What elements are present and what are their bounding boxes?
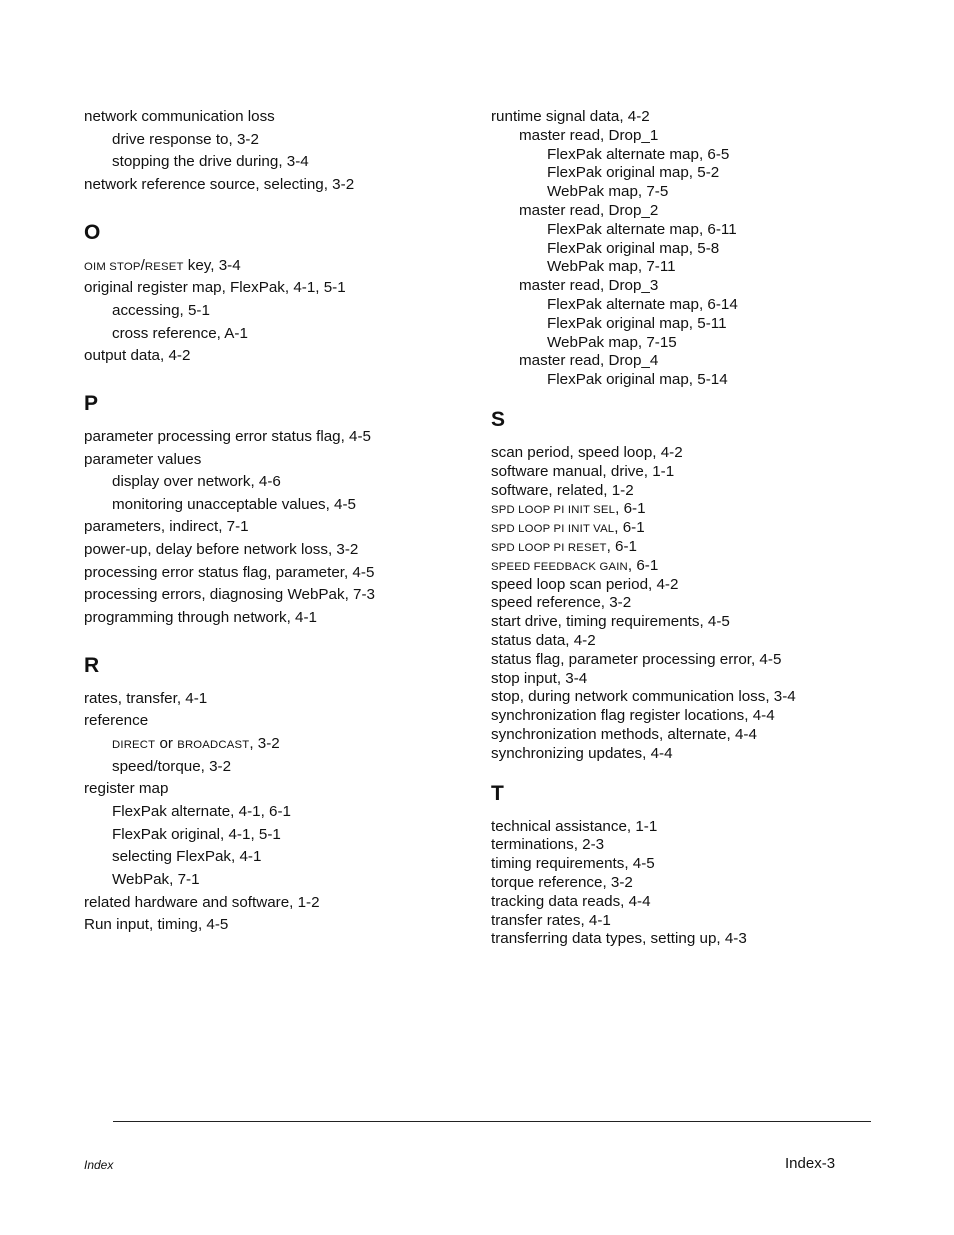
index-entry: parameter values [84, 450, 202, 468]
index-subentry: FlexPak original map, 5-11 [547, 314, 727, 332]
index-entry: runtime signal data, 4-2 [491, 108, 650, 125]
entry-text: , 6-1 [614, 519, 645, 537]
index-entry: software manual, drive, 1-1 [491, 462, 675, 480]
index-entry: processing errors, diagnosing WebPak, 7-3 [84, 586, 375, 604]
index-entry: programming through network, 4-1 [84, 609, 317, 627]
index-entry: scan period, speed loop, 4-2 [491, 444, 683, 461]
index-subentry: WebPak, 7-1 [112, 870, 200, 888]
index-entry: transferring data types, setting up, 4-3 [491, 930, 747, 948]
index-entry: software, related, 1-2 [491, 481, 634, 499]
index-entry: speed loop scan period, 4-2 [491, 575, 679, 593]
index-entry: tracking data reads, 4-4 [491, 892, 651, 910]
index-entry: technical assistance, 1-1 [491, 817, 658, 835]
small-caps-term: SPEED FEEDBACK GAIN [491, 560, 628, 573]
index-entry: synchronization methods, alternate, 4-4 [491, 726, 757, 743]
index-letter-heading: S [491, 408, 506, 431]
index-subentry: master read, Drop_2 [519, 202, 659, 219]
index-subentry: master read, Drop_4 [519, 352, 659, 370]
index-entry: parameter processing error status flag, 4-5 [84, 427, 372, 445]
small-caps-term: BROADCAST [177, 739, 250, 751]
index-entry: transfer rates, 4-1 [491, 911, 611, 929]
index-entry [491, 519, 645, 538]
index-subentry: accessing, 5-1 [112, 301, 210, 319]
index-subentry: FlexPak original map, 5-2 [547, 164, 720, 182]
small-caps-term: OIM STOP [84, 260, 141, 273]
small-caps-term: DIRECT [112, 739, 156, 751]
index-entry: processing error status flag, parameter, 4-5 [84, 563, 375, 581]
index-entry: synchronizing updates, 4-4 [491, 744, 673, 762]
entry-text: key, 3-4 [183, 256, 241, 274]
entry-text: , 6-1 [606, 538, 637, 555]
index-entry [84, 257, 241, 276]
index-subentry: drive response to, 3-2 [112, 130, 259, 148]
index-subentry: WebPak map, 7-11 [547, 258, 676, 276]
index-subentry: selecting FlexPak, 4-1 [112, 848, 262, 866]
index-subentry: FlexPak alternate map, 6-14 [547, 296, 738, 313]
index-subentry: WebPak map, 7-15 [547, 333, 677, 351]
index-entry: status data, 4-2 [491, 632, 596, 649]
index-subentry: FlexPak original map, 5-8 [547, 239, 720, 257]
index-entry: Run input, timing, 4-5 [84, 916, 229, 934]
index-subentry: stopping the drive during, 3-4 [112, 153, 309, 171]
index-subentry: FlexPak alternate, 4-1, 6-1 [112, 802, 291, 820]
index-entry: original register map, FlexPak, 4-1, 5-1 [84, 279, 346, 297]
index-entry: speed reference, 3-2 [491, 594, 632, 612]
entry-text: , 6-1 [627, 556, 659, 574]
small-caps-term: RESET [144, 260, 184, 273]
index-entry: output data, 4-2 [84, 347, 191, 365]
index-subentry: FlexPak alternate map, 6-5 [547, 145, 730, 163]
index-subentry: speed/torque, 3-2 [112, 757, 232, 775]
index-entry: related hardware and software, 1-2 [84, 893, 320, 911]
index-subentry: cross reference, A-1 [112, 324, 248, 342]
index-subentry: WebPak map, 7-5 [547, 183, 669, 201]
small-caps-term: SPD LOOP PI INIT VAL [491, 523, 615, 536]
index-entry: status flag, parameter processing error, 4-5 [491, 650, 782, 668]
index-subentry: monitoring unacceptable values, 4-5 [112, 495, 356, 513]
index-subentry: master read, Drop_3 [519, 277, 659, 295]
index-subentry: display over network, 4-6 [112, 473, 281, 491]
entry-text: or [155, 735, 178, 752]
index-entry: register map [84, 780, 169, 798]
index-entry: network reference source, selecting, 3-2 [84, 175, 355, 193]
index-entry: power-up, delay before network loss, 3-2 [84, 541, 359, 559]
index-letter-heading: T [491, 781, 504, 805]
index-entry: timing requirements, 4-5 [491, 855, 655, 873]
index-entry [491, 538, 637, 557]
index-subentry [112, 735, 280, 754]
index-entry: network communication loss [84, 108, 275, 125]
footer-page-number: Index-3 [785, 1155, 836, 1172]
index-entry [491, 500, 646, 519]
entry-text: , 6-1 [615, 500, 646, 518]
index-entry: stop input, 3-4 [491, 669, 588, 687]
index-entry: stop, during network communication loss, 3-4 [491, 688, 796, 706]
index-subentry: FlexPak original map, 5-14 [547, 371, 728, 389]
index-letter-heading: O [84, 220, 101, 244]
index-entry: parameters, indirect, 7-1 [84, 518, 249, 536]
index-letter-heading: R [84, 653, 100, 677]
index-subentry: FlexPak original, 4-1, 5-1 [112, 825, 281, 843]
index-entry: reference [84, 712, 149, 730]
index-subentry: FlexPak alternate map, 6-11 [547, 220, 737, 238]
index-entry: terminations, 2-3 [491, 836, 605, 854]
footer-section-label: Index [84, 1158, 114, 1172]
index-entry [491, 557, 658, 576]
index-entry: synchronization flag register locations, 4-4 [491, 707, 775, 725]
entry-text: / [140, 256, 145, 274]
small-caps-term: SPD LOOP PI RESET [491, 542, 607, 554]
small-caps-term: SPD LOOP PI INIT SEL [491, 504, 616, 517]
index-entry: torque reference, 3-2 [491, 874, 633, 891]
footer-rule [113, 1121, 871, 1122]
entry-text: , 3-2 [249, 735, 280, 752]
index-letter-heading: P [84, 391, 99, 415]
index-subentry: master read, Drop_1 [519, 126, 659, 144]
index-entry: rates, transfer, 4-1 [84, 689, 208, 707]
index-entry: start drive, timing requirements, 4-5 [491, 613, 730, 631]
